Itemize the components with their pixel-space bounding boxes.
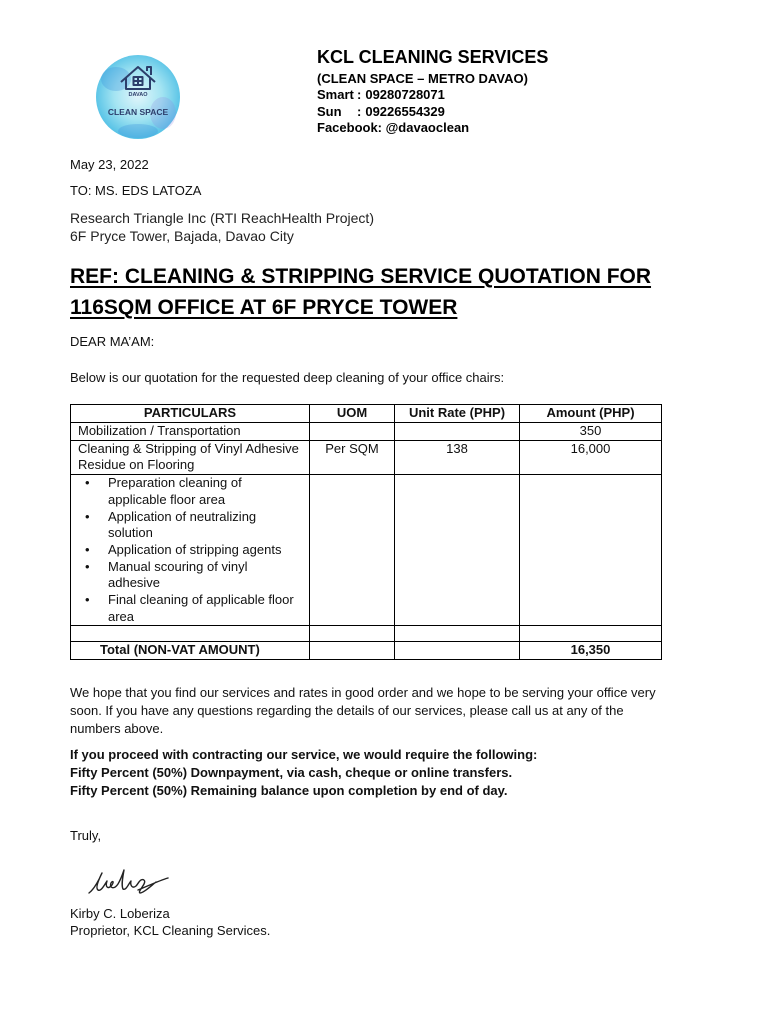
closing-paragraph: We hope that you find our services and rates in good order and we hope to be serving your office very soon. If you have any questions regarding the details of our services, please call us at any of the numbers above. — [70, 685, 656, 736]
signatory-block — [70, 905, 270, 939]
header-particulars: PARTICULARS — [71, 405, 310, 423]
cell-uom — [310, 626, 395, 642]
cell-uom — [310, 423, 395, 441]
total-amount: 16,350 — [520, 642, 662, 660]
cell-particulars — [71, 626, 310, 642]
payment-terms-heading: If you proceed with contracting our service, we would require the following: — [70, 747, 538, 762]
service-steps-list — [71, 475, 309, 625]
cell-amount — [520, 475, 662, 626]
reference-heading: REF: CLEANING & STRIPPING SERVICE QUOTATION FOR 116SQM OFFICE AT 6F PRYCE TOWER — [70, 264, 652, 319]
contact-label: Sun — [317, 103, 342, 119]
handwritten-signature — [86, 866, 176, 898]
table-header-row — [71, 405, 662, 423]
address-line: Research Triangle Inc (RTI ReachHealth Project) — [70, 210, 374, 226]
step-text: Application of neutralizing solution — [108, 508, 257, 541]
quotation-table — [70, 404, 662, 660]
cell-uom: Per SQM — [310, 440, 395, 474]
header-uom: UOM — [310, 405, 395, 423]
step-text: Manual scouring of vinyl adhesive — [108, 558, 248, 591]
letter-date: May 23, 2022 — [70, 157, 149, 172]
payment-term: Fifty Percent (50%) Downpayment, via cash, cheque or online transfers. — [70, 765, 513, 780]
cell-amount: 16,000 — [520, 440, 662, 474]
contact-line-smart — [317, 87, 528, 104]
company-tagline: (CLEAN SPACE – METRO DAVAO) — [317, 70, 528, 86]
logo-wash-bottom — [118, 124, 158, 138]
contact-number: 09280728071 — [365, 87, 445, 102]
cell-amount: 350 — [520, 423, 662, 441]
signatory-name: Kirby C. Loberiza — [70, 905, 170, 921]
table-row-empty — [71, 626, 662, 642]
recipient-address — [70, 209, 374, 245]
company-name: KCL CLEANING SERVICES — [317, 47, 549, 67]
payment-term: Fifty Percent (50%) Remaining balance upon completion by end of day. — [70, 783, 508, 798]
table-row — [71, 440, 662, 474]
service-step — [71, 542, 309, 559]
cell-unit-rate: 138 — [395, 440, 520, 474]
bullet-icon: • — [85, 558, 90, 574]
logo-text-clean-space: CLEAN SPACE — [107, 107, 169, 117]
contact-number: 09226554329 — [365, 103, 445, 119]
recipient-line: TO: MS. EDS LATOZA — [70, 183, 202, 198]
table-total-row — [71, 642, 662, 660]
service-step — [71, 592, 309, 625]
contact-separator: : — [357, 87, 362, 102]
cell-uom — [310, 475, 395, 626]
bullet-icon: • — [85, 592, 90, 608]
step-text: Preparation cleaning of applicable floor area — [108, 475, 242, 507]
clean-space-logo — [94, 53, 182, 141]
cell-unit-rate — [395, 642, 520, 660]
cell-amount — [520, 626, 662, 642]
header-unit-rate: Unit Rate (PHP) — [395, 405, 520, 423]
contact-separator: : — [357, 103, 362, 119]
bullet-icon: • — [85, 541, 90, 557]
sign-off: Truly, — [70, 828, 102, 843]
cell-service-steps — [71, 475, 310, 626]
bullet-icon: • — [85, 508, 90, 524]
service-step — [71, 559, 309, 592]
salutation: DEAR MA’AM: — [70, 334, 155, 349]
facebook-handle: Facebook: @davaoclean — [317, 120, 470, 135]
header-amount: Amount (PHP) — [520, 405, 662, 423]
address-line: 6F Pryce Tower, Bajada, Davao City — [70, 228, 294, 244]
contact-label: Smart — [317, 87, 354, 102]
cell-unit-rate — [395, 475, 520, 626]
cell-particulars: Mobilization / Transportation — [71, 423, 310, 441]
cell-unit-rate — [395, 626, 520, 642]
cell-unit-rate — [395, 423, 520, 441]
step-text: Final cleaning of applicable floor area — [108, 592, 294, 624]
service-step — [71, 475, 309, 508]
step-text: Application of stripping agents — [108, 541, 282, 557]
cell-uom — [310, 642, 395, 660]
total-label: Total (NON-VAT AMOUNT) — [71, 642, 310, 660]
table-row — [71, 423, 662, 441]
payment-terms — [70, 746, 537, 800]
table-row — [71, 475, 662, 626]
company-contact-block — [317, 71, 528, 137]
signatory-title: Proprietor, KCL Cleaning Services. — [70, 922, 271, 938]
cell-particulars: Cleaning & Stripping of Vinyl Adhesive Residue on Flooring — [71, 440, 310, 474]
bullet-icon: • — [85, 475, 90, 491]
logo-text-davao: DAVAO — [128, 92, 148, 98]
contact-line-sun — [317, 104, 528, 121]
service-step — [71, 509, 309, 542]
intro-sentence: Below is our quotation for the requested deep cleaning of your office chairs: — [70, 370, 505, 385]
